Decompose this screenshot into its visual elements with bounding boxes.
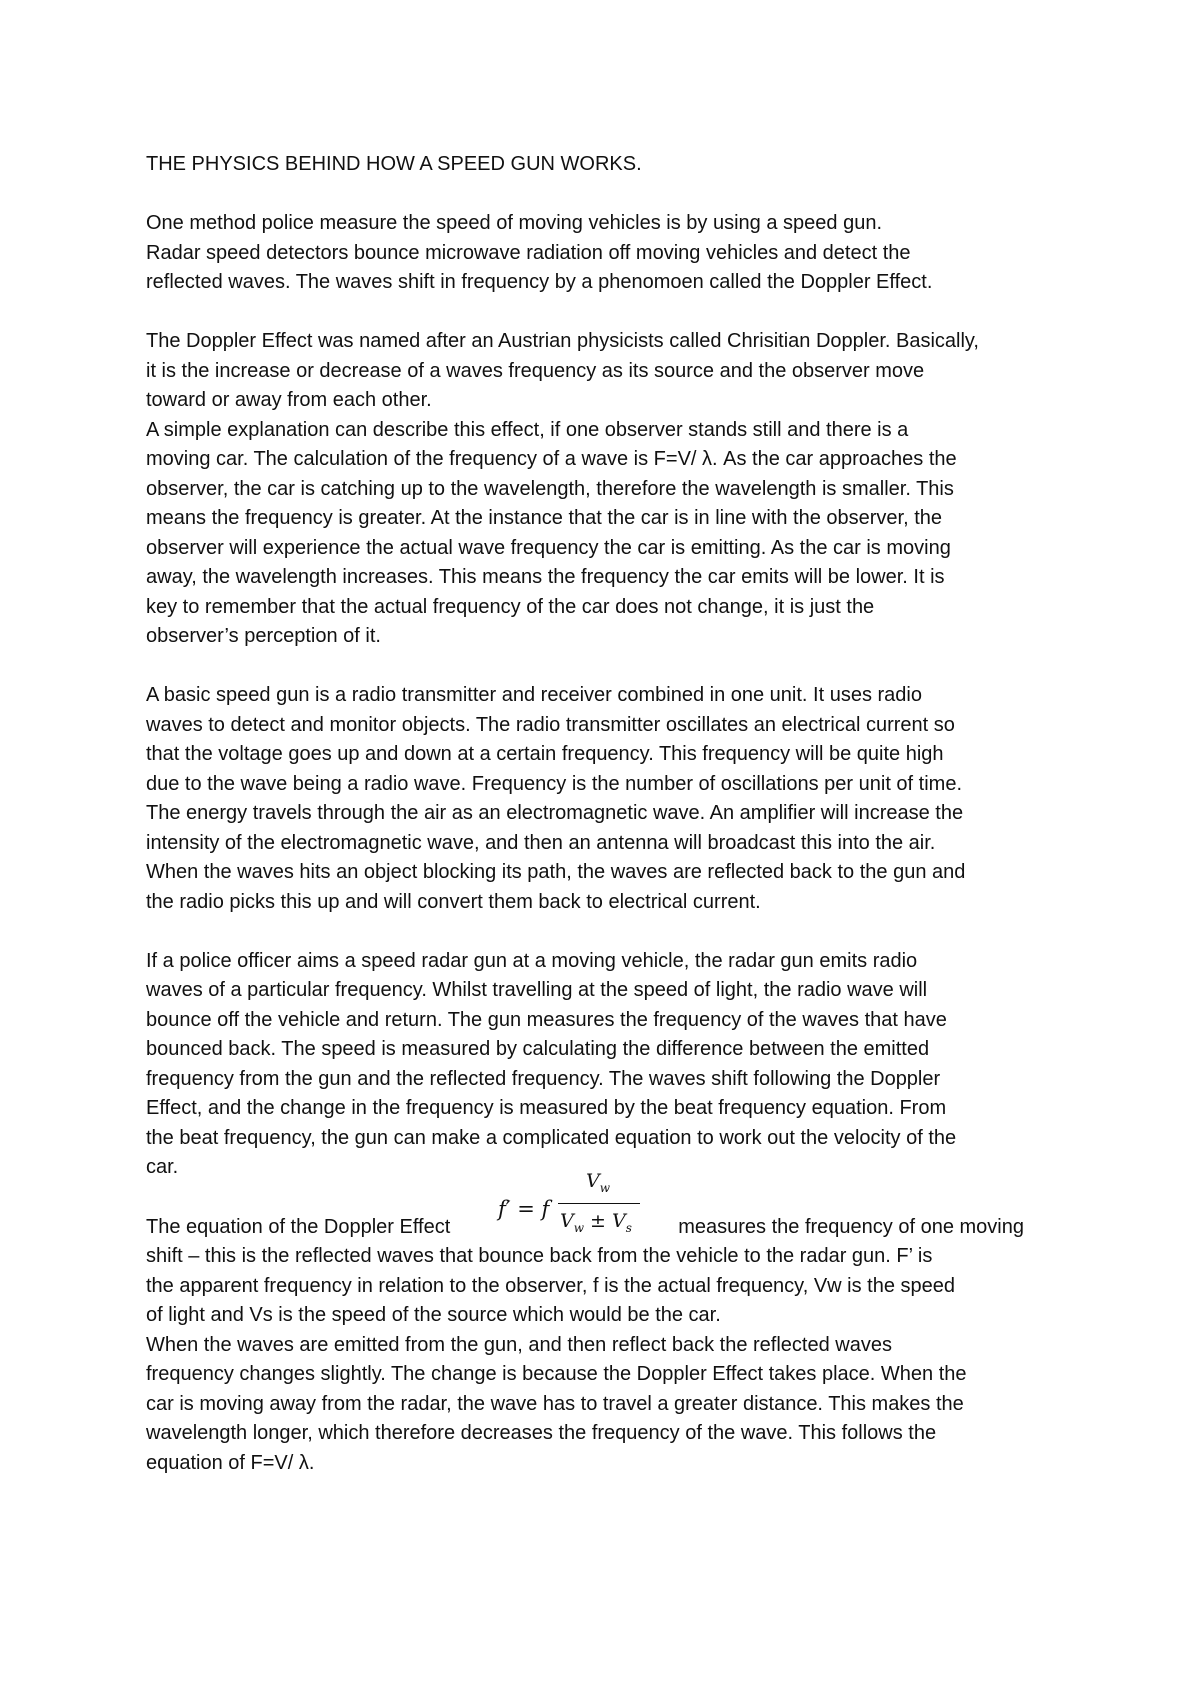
document-body	[146, 150, 1076, 1478]
text-line: bounced back. The speed is measured by calculating the difference between the emitted	[146, 1038, 930, 1060]
text-line: moving car. The calculation of the frequency of a wave is F=V/ λ. As the car approaches the	[146, 448, 957, 470]
text-line: reflected waves. The waves shift in frequency by a phenomoen called the Doppler Effect.	[146, 271, 933, 293]
text-line: of light and Vs is the speed of the source which would be the car.	[146, 1304, 721, 1326]
text-line: frequency from the gun and the reflected frequency. The waves shift following the Doppler	[146, 1067, 941, 1090]
document-title: THE PHYSICS BEHIND HOW A SPEED GUN WORKS.	[146, 153, 642, 175]
text-line: car is moving away from the radar, the wave has to travel a greater distance. This makes the	[146, 1392, 964, 1415]
text-line: bounce off the vehicle and return. The gun measures the frequency of the waves that have	[146, 1008, 947, 1031]
denominator-var2: V	[612, 1209, 626, 1232]
doppler-paragraph	[146, 327, 1076, 652]
text-line: When the waves hits an object blocking its path, the waves are reflected back to the gun and	[146, 861, 966, 883]
text-line: When the waves are emitted from the gun, and then reflect back the reflected waves	[146, 1333, 892, 1356]
formula-numerator	[586, 1167, 610, 1203]
text-line: The Doppler Effect was named after an Austrian physicists called Chrisitian Doppler. Basically,	[146, 330, 979, 352]
text-line: due to the wave being a radio wave. Frequency is the number of oscillations per unit of time.	[146, 772, 963, 795]
equation-line-right: measures the frequency of one moving	[678, 1215, 1024, 1238]
text-line: that the voltage goes up and down at a certain frequency. This frequency will be quite high	[146, 743, 944, 765]
police-paragraph	[146, 947, 1076, 1183]
text-line: Effect, and the change in the frequency is measured by the beat frequency equation. From	[146, 1097, 947, 1119]
formula-fraction	[558, 1167, 640, 1237]
text-line: key to remember that the actual frequency of the car does not change, it is just the	[146, 595, 875, 618]
text-line: means the frequency is greater. At the instance that the car is in line with the observer, the	[146, 507, 943, 529]
text-line: waves to detect and monitor objects. The radio transmitter oscillates an electrical current so	[146, 713, 955, 736]
text-line: the apparent frequency in relation to the observer, f is the actual frequency, Vw is the speed	[146, 1274, 956, 1297]
paragraph-gap	[146, 917, 1076, 947]
text-line: equation of F=V/ λ.	[146, 1451, 315, 1474]
text-line: car.	[146, 1156, 179, 1178]
text-line: wavelength longer, which therefore decreases the frequency of the wave. This follows the	[146, 1422, 937, 1444]
formula-denominator	[560, 1207, 632, 1243]
text-line: frequency changes slightly. The change is because the Doppler Effect takes place. When the	[146, 1363, 967, 1385]
paragraph-gap	[146, 298, 1076, 328]
denominator-op: ±	[584, 1209, 613, 1232]
text-line: observer, the car is catching up to the wavelength, therefore the wavelength is smaller. This	[146, 477, 954, 500]
text-line: A simple explanation can describe this effect, if one observer stands still and there is a	[146, 418, 909, 441]
text-line: toward or away from each other.	[146, 389, 432, 411]
text-line: the radio picks this up and will convert them back to electrical current.	[146, 890, 761, 913]
numerator-sub: w	[599, 1180, 611, 1195]
denominator-sub1: w	[573, 1220, 585, 1235]
denominator-var1: V	[560, 1209, 574, 1232]
doppler-formula	[498, 1167, 648, 1247]
text-line: observer’s perception of it.	[146, 625, 381, 647]
text-line: One method police measure the speed of moving vehicles is by using a speed gun.	[146, 212, 882, 234]
text-line: A basic speed gun is a radio transmitter and receiver combined in one unit. It uses radio	[146, 684, 922, 706]
fraction-bar	[558, 1203, 640, 1204]
formula-lhs: f′ = f	[498, 1196, 550, 1221]
text-line: The energy travels through the air as an electromagnetic wave. An amplifier will increase the	[146, 802, 964, 824]
speedgun-paragraph	[146, 681, 1076, 917]
paragraph-gap	[146, 652, 1076, 682]
text-line: intensity of the electromagnetic wave, and then an antenna will broadcast this into the air.	[146, 831, 936, 854]
text-line: away, the wavelength increases. This means the frequency the car emits will be lower. It is	[146, 566, 945, 588]
text-line: Radar speed detectors bounce microwave radiation off moving vehicles and detect the	[146, 241, 911, 264]
paragraph-gap	[146, 180, 1076, 210]
numerator-var: V	[586, 1169, 600, 1192]
intro-paragraph	[146, 209, 1076, 298]
text-line: it is the increase or decrease of a waves frequency as its source and the observer move	[146, 359, 925, 382]
text-line: shift – this is the reflected waves that bounce back from the vehicle to the radar gun. F’ is	[146, 1245, 933, 1267]
equation-paragraph	[146, 1169, 1076, 1479]
text-line: If a police officer aims a speed radar gun at a moving vehicle, the radar gun emits radio	[146, 949, 918, 972]
denominator-sub2: s	[625, 1220, 632, 1235]
text-line: observer will experience the actual wave frequency the car is emitting. As the car is moving	[146, 536, 951, 559]
text-line: the beat frequency, the gun can make a complicated equation to work out the velocity of the	[146, 1126, 957, 1149]
equation-line-left: The equation of the Doppler Effect	[146, 1215, 451, 1238]
text-line: waves of a particular frequency. Whilst travelling at the speed of light, the radio wave will	[146, 979, 928, 1001]
